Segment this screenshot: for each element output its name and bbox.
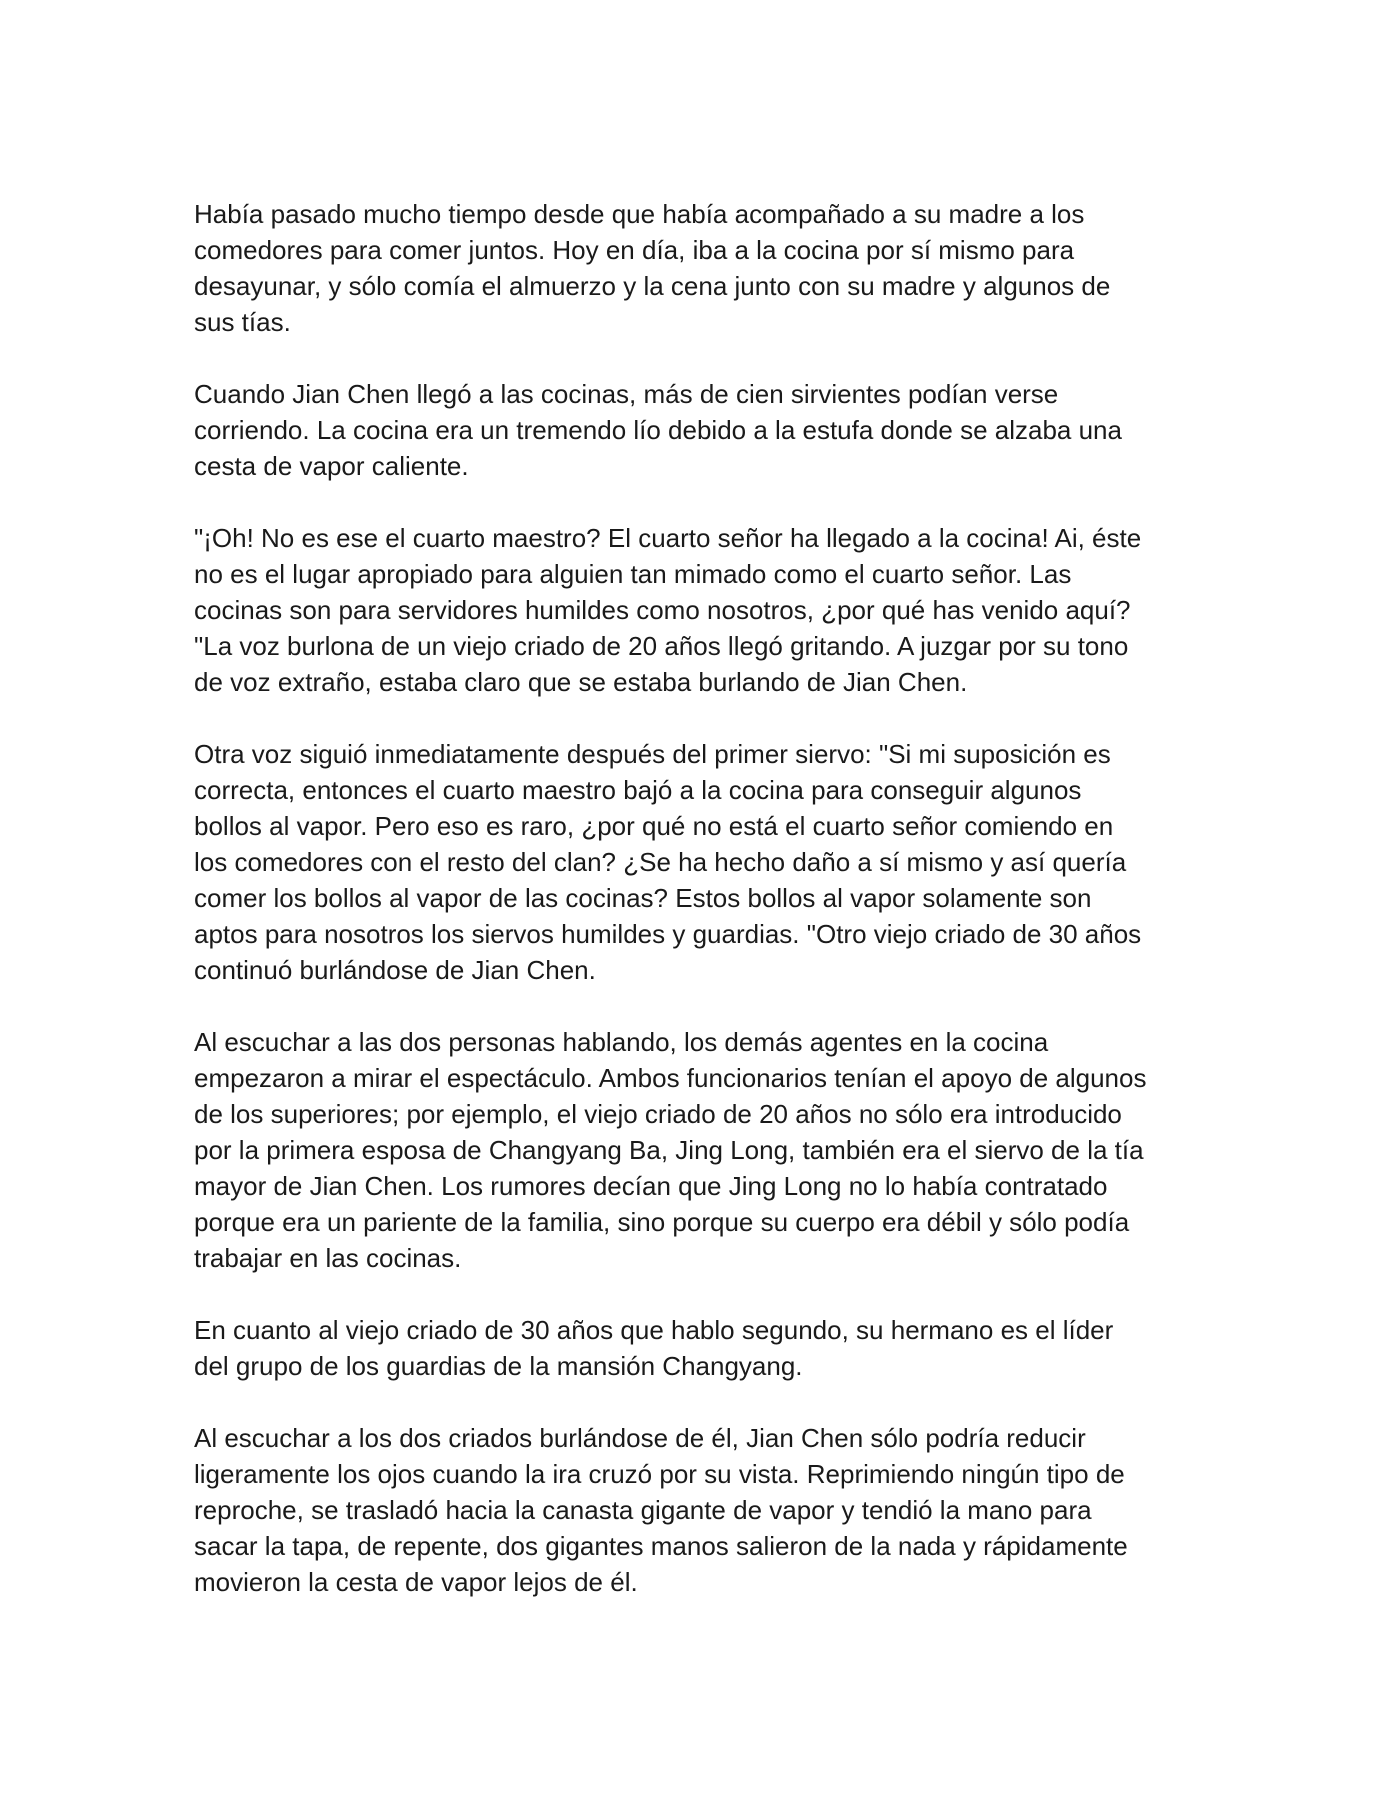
paragraph: En cuanto al viejo criado de 30 años que hablo segundo, su hermano es el líder del grupo de los guardias de la mansión Changyang. [194, 1315, 1114, 1381]
paragraph: Al escuchar a las dos personas hablando, los demás agentes en la cocina empezaron a mirar el espectáculo. Ambos funcionarios tenían el apoyo de algunos de los superiores; por ejemplo, el viejo criado de 20 años no sólo era introducido por la primera esposa de Changyang Ba, Jing Long, también era el siervo de la tía mayor de Jian Chen. Los rumores decían que Jing Long no lo había contratado porque era un pariente de la familia, sino porque su cuerpo era débil y sólo podía trabajar en las cocinas. [194, 1027, 1147, 1273]
paragraph: Otra voz siguió inmediatamente después del primer siervo: "Si mi suposición es correcta, entonces el cuarto maestro bajó a la cocina para conseguir algunos bollos al vapor. Pero eso es raro, ¿por qué no está el cuarto señor comiendo en los comedores con el resto del clan? ¿Se ha hecho daño a sí mismo y así quería comer los bollos al vapor de las cocinas? Estos bollos al vapor solamente son aptos para nosotros los siervos humildes y guardias. "Otro viejo criado de 30 años continuó burlándose de Jian Chen. [194, 739, 1142, 985]
paragraph: Al escuchar a los dos criados burlándose de él, Jian Chen sólo podría reducir ligeramente los ojos cuando la ira cruzó por su vista. Reprimiendo ningún tipo de reproche, se trasladó hacia la canasta gigante de vapor y tendió la mano para sacar la tapa, de repente, dos gigantes manos salieron de la nada y rápidamente movieron la cesta de vapor lejos de él. [194, 1423, 1128, 1597]
paragraph: "¡Oh! No es ese el cuarto maestro? El cuarto señor ha llegado a la cocina! Ai, éste no es el lugar apropiado para alguien tan mimado como el cuarto señor. Las cocinas son para servidores humildes como nosotros, ¿por qué has venido aquí? "La voz burlona de un viejo criado de 20 años llegó gritando. A juzgar por su tono de voz extraño, estaba claro que se estaba burlando de Jian Chen. [194, 523, 1142, 697]
paragraph: Cuando Jian Chen llegó a las cocinas, más de cien sirvientes podían verse corriendo. La cocina era un tremendo lío debido a la estufa donde se alzaba una cesta de vapor caliente. [194, 379, 1122, 481]
document-body [194, 196, 1234, 1636]
paragraph: Había pasado mucho tiempo desde que había acompañado a su madre a los comedores para comer juntos. Hoy en día, iba a la cocina por sí mismo para desayunar, y sólo comía el almuerzo y la cena junto con su madre y algunos de sus tías. [194, 199, 1111, 337]
